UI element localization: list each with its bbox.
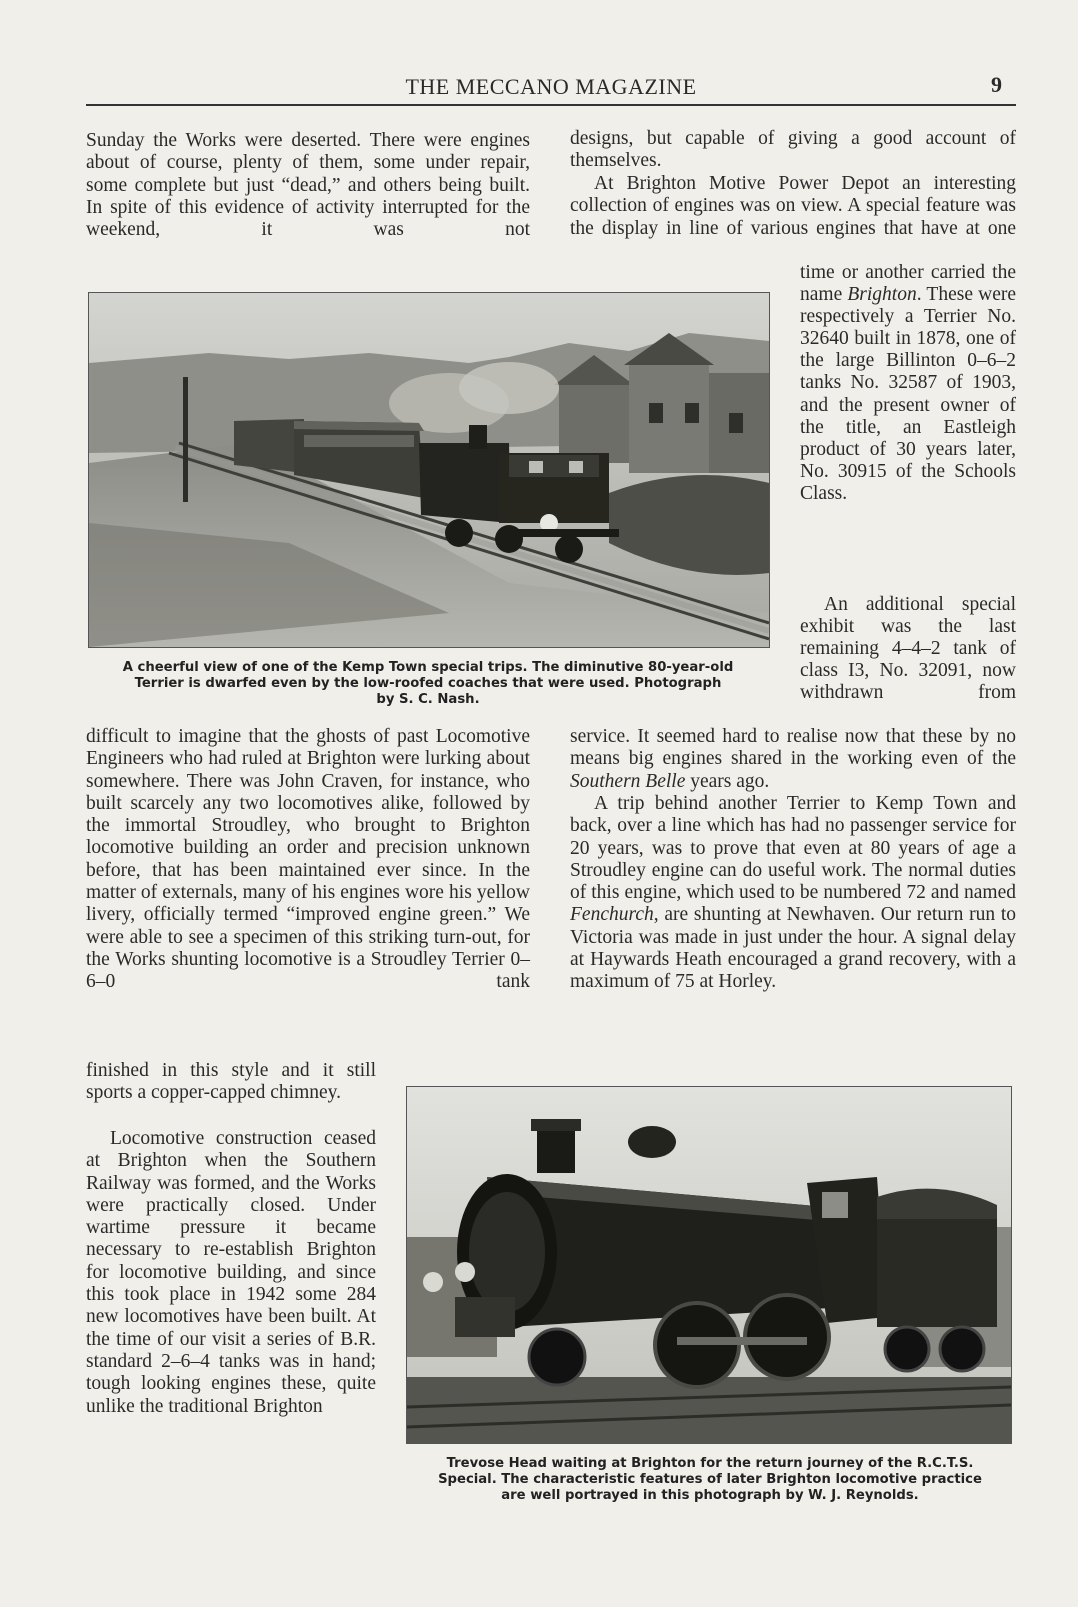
trevose-head-photo	[406, 1086, 1012, 1444]
southern-belle-paragraph	[570, 726, 1016, 793]
page-header	[86, 72, 1016, 106]
terrier-photo-caption	[86, 660, 770, 708]
depot-paragraph-intro: At Brighton Motive Power Depot an interesting collection of engines was on view. A special feature was the display in line of various engines that have at one	[570, 173, 1016, 239]
depot-paragraph-wrap	[800, 262, 1016, 505]
terrier-train-photo	[88, 292, 770, 648]
left-column-top-paragraph: Sunday the Works were deserted. There were engines about of course, plenty of them, some under repair, some complete but just “dead,” and others being built. In spite of this evidence of activity interrupted for the weekend, it was not	[86, 130, 530, 241]
terrier-train-illustration	[89, 293, 769, 647]
trevose-caption-line-3: are well portrayed in this photograph by W. J. Reynolds.	[501, 1488, 919, 1503]
magazine-title: THE MECCANO MAGAZINE	[405, 74, 697, 99]
ghosts-paragraph: difficult to imagine that the ghosts of past Locomotive Engineers who had ruled at Brighton were lurking about somewhere. There was John Craven, for instance, who built scarcely any two locomotives alike, followed by the immortal Stroudley, who brought to Brighton locomotive building an order and precision unknown before, that has been maintained ever since. In the matter of externals, many of his engines wore his yellow livery, officially termed “improved engine green.” We were able to see a specimen of this striking turn-out, for the Works shunting locomotive is a Stroudley Terrier 0–6–0 tank	[86, 726, 530, 993]
service-text-before: service. It seemed hard to realise now that these by no means big engines shared in the working even of the	[570, 726, 1016, 770]
trevose-head-illustration	[407, 1087, 1011, 1443]
depot-paragraph-wrap-after: . These were respectively a Terrier No. 32640 built in 1878, one of the large Billinton 0–6–2 tanks No. 32587 of 1903, and the present owner of the title, an Eastleigh product of 30 years later, No. 30915 of the Schools Class.	[800, 284, 1017, 504]
trevose-head-caption	[404, 1456, 1016, 1504]
depot-paragraph-wrap-before: time or another carried the name	[800, 262, 1016, 306]
special-exhibit-paragraph: An additional special exhibit was the last remaining 4–4–2 tank of class I3, No. 32091, now withdrawn from	[800, 594, 1016, 704]
right-column-continued-paragraph: designs, but capable of giving a good account of themselves.	[570, 128, 1016, 172]
page-number: 9	[991, 72, 1002, 97]
locomotive-construction-paragraph: Locomotive construction ceased at Brighton when the Southern Railway was formed, and the Works were practically closed. Under wartime pressure it became necessary to re-establish Brighton for locomotive building, and since this took place in 1942 some 284 new locomotives have been built. At the time of our visit a series of B.R. standard 2–6–4 tanks was in hand; tough looking engines these, quite unlike the traditional Brighton	[86, 1128, 376, 1417]
brighton-name: Brighton	[847, 284, 917, 306]
service-text-after: years ago.	[685, 770, 770, 792]
kemp-town-trip-paragraph	[570, 793, 1016, 994]
trip-text-after: , are shunting at Newhaven. Our return run to Victoria was made in just under the hour. A signal delay at Haywards Heath encouraged a grand recovery, with a maximum of 75 at Horley.	[570, 904, 1016, 993]
trevose-caption-line-1: Trevose Head waiting at Brighton for the return journey of the R.C.T.S.	[446, 1456, 974, 1471]
trevose-caption-line-2: Special. The characteristic features of later Brighton locomotive practice	[438, 1472, 982, 1487]
terrier-caption-line-2: Terrier is dwarfed even by the low-roofed coaches that were used. Photograph	[134, 676, 722, 691]
trip-text-before: A trip behind another Terrier to Kemp Town and back, over a line which has had no passenger service for 20 years, was to prove that even at 80 years of age a Stroudley engine can do useful work. The normal duties of this engine, which used to be numbered 72 and named	[570, 793, 1016, 904]
copper-chimney-paragraph: finished in this style and it still sports a copper-capped chimney.	[86, 1060, 376, 1104]
southern-belle-name: Southern Belle	[570, 770, 686, 792]
fenchurch-name: Fenchurch	[570, 904, 654, 926]
terrier-caption-line-3: by S. C. Nash.	[376, 692, 480, 707]
terrier-caption-line-1: A cheerful view of one of the Kemp Town special trips. The diminutive 80-year-old	[122, 660, 734, 675]
